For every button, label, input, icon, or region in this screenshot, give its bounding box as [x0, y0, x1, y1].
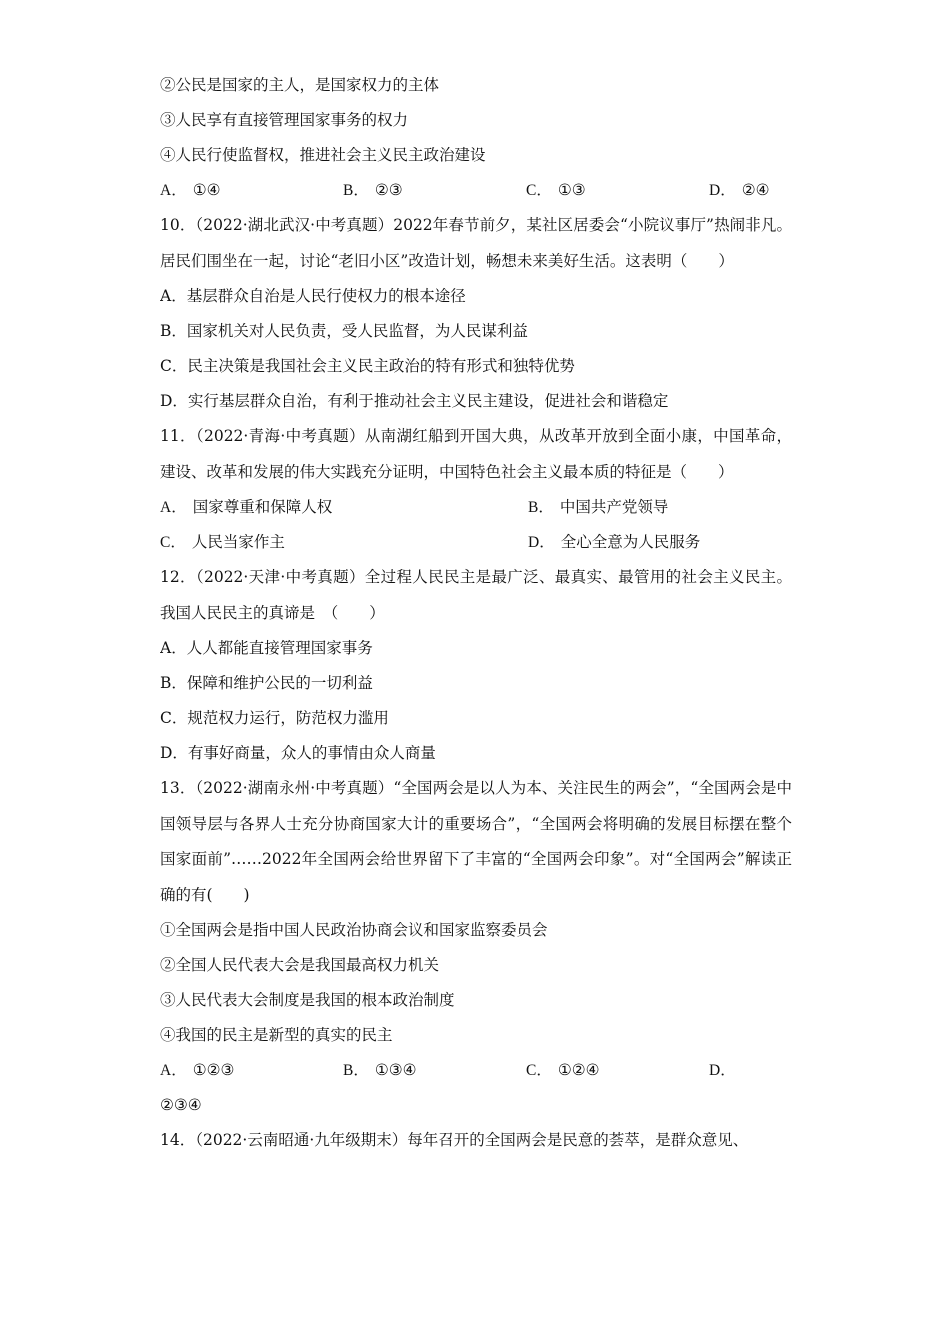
options-row — [160, 525, 792, 560]
option-d[interactable]: D．实行基层群众自治，有利于推动社会主义民主建设，促进社会和谐稳定 — [160, 392, 669, 410]
option-c[interactable] — [160, 525, 528, 560]
option-letter: D． — [528, 534, 555, 551]
statement-item: ④人民行使监督权，推进社会主义民主政治建设 — [160, 146, 486, 164]
question-14 — [160, 1123, 792, 1158]
option-letter: B． — [343, 1062, 369, 1079]
option-d[interactable] — [528, 525, 792, 560]
option-b[interactable] — [343, 173, 526, 208]
statement-item: ②全国人民代表大会是我国最高权力机关 — [160, 956, 440, 974]
option-b[interactable]: B．保障和维护公民的一切利益 — [160, 674, 373, 692]
option-letter: B． — [528, 499, 554, 516]
question-13 — [160, 771, 792, 1123]
option-text: ①④ — [192, 181, 221, 199]
option-b[interactable] — [343, 1053, 526, 1088]
option-text: 全心全意为人民服务 — [560, 533, 701, 551]
option-letter: C． — [526, 1062, 552, 1079]
option-b[interactable] — [528, 490, 792, 525]
option-letter: D． — [709, 1062, 736, 1079]
option-c[interactable] — [526, 173, 709, 208]
question-12 — [160, 560, 792, 771]
statement-item: ④我国的民主是新型的真实的民主 — [160, 1026, 393, 1044]
statement-item: ②公民是国家的主人，是国家权力的主体 — [160, 76, 440, 94]
option-d[interactable]: D．有事好商量，众人的事情由众人商量 — [160, 744, 436, 762]
option-d[interactable] — [709, 173, 791, 208]
options-row — [160, 1053, 792, 1088]
options-row — [160, 490, 792, 525]
option-text: 中国共产党领导 — [559, 498, 669, 516]
option-letter: A． — [160, 1062, 187, 1079]
question-stem: 11．（2022·青海·中考真题）从南湖红船到开国大典，从改革开放到全面小康，中国革命，建设、改革和发展的伟大实践充分证明，中国特色社会主义最本质的特征是（ ） — [160, 427, 792, 481]
question-stem: 10．（2022·湖北武汉·中考真题）2022年春节前夕，某社区居委会“小院议事厅”热闹非凡。居民们围坐在一起，讨论“老旧小区”改造计划，畅想未来美好生活。这表明（ ） — [160, 216, 792, 270]
option-letter: B． — [343, 182, 369, 199]
statement-item: ③人民享有直接管理国家事务的权力 — [160, 111, 409, 129]
option-text: 人民当家作主 — [191, 533, 285, 551]
option-a[interactable]: A．基层群众自治是人民行使权力的根本途径 — [160, 287, 466, 305]
option-a[interactable] — [160, 1053, 343, 1088]
option-c[interactable] — [526, 1053, 709, 1088]
option-letter: A． — [160, 182, 187, 199]
option-d[interactable] — [709, 1053, 791, 1088]
question-stem: 13．（2022·湖南永州·中考真题）“全国两会是以人为本、关注民生的两会”，“全国两会是中国领导层与各界人士充分协商国家大计的重要场合”，“全国两会将明确的发展目标摆在整个国家面前”……2022年全国两会给世界留下了丰富的“全国两会印象”。对“全国两会”解读正确的有( ) — [160, 779, 792, 904]
option-d-text: ②③④ — [160, 1096, 202, 1114]
option-letter: C． — [526, 182, 552, 199]
option-text: ①③④ — [374, 1061, 417, 1079]
question-9-tail — [160, 68, 792, 208]
option-a[interactable] — [160, 490, 528, 525]
option-b[interactable]: B．国家机关对人民负责，受人民监督，为人民谋利益 — [160, 322, 528, 340]
question-stem: 14．（2022·云南昭通·九年级期末）每年召开的全国两会是民意的荟萃，是群众意见、 — [160, 1131, 749, 1149]
option-c[interactable]: C．规范权力运行，防范权力滥用 — [160, 709, 389, 727]
option-text: ②③ — [374, 181, 403, 199]
option-text: ①②④ — [557, 1061, 600, 1079]
exam-page — [160, 68, 792, 1158]
question-stem: 12．（2022·天津·中考真题）全过程人民民主是最广泛、最真实、最管用的社会主义民主。我国人民民主的真谛是 （ ） — [160, 568, 792, 622]
option-letter: D． — [709, 182, 736, 199]
option-letter: C． — [160, 534, 186, 551]
option-text: ①②③ — [192, 1061, 235, 1079]
option-text: ②④ — [741, 181, 770, 199]
option-a[interactable]: A．人人都能直接管理国家事务 — [160, 639, 373, 657]
question-11 — [160, 419, 792, 560]
option-letter: A． — [160, 499, 187, 516]
option-c[interactable]: C．民主决策是我国社会主义民主政治的特有形式和独特优势 — [160, 357, 575, 375]
options-row — [160, 173, 792, 208]
option-a[interactable] — [160, 173, 343, 208]
statement-item: ①全国两会是指中国人民政治协商会议和国家监察委员会 — [160, 921, 548, 939]
statement-item: ③人民代表大会制度是我国的根本政治制度 — [160, 991, 455, 1009]
question-10 — [160, 208, 792, 419]
option-text: ①③ — [557, 181, 586, 199]
option-text: 国家尊重和保障人权 — [192, 498, 333, 516]
